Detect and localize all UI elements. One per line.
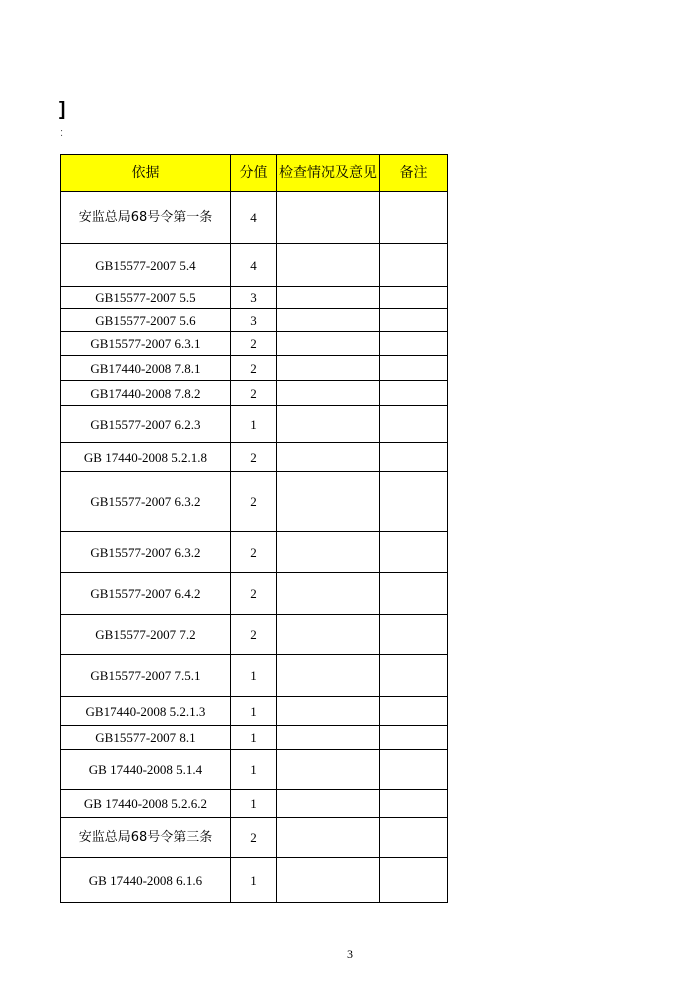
- table-row: [61, 615, 448, 655]
- score-cell: 2: [231, 443, 277, 472]
- inspection-cell[interactable]: [277, 655, 380, 697]
- remarks-cell[interactable]: [380, 192, 448, 244]
- remarks-cell[interactable]: [380, 790, 448, 818]
- page-number: 3: [347, 947, 353, 961]
- remarks-cell[interactable]: [380, 287, 448, 309]
- score-cell: 2: [231, 818, 277, 858]
- basis-cell: GB15577-2007 6.4.2: [61, 573, 231, 615]
- score-cell: 2: [231, 356, 277, 381]
- inspection-cell[interactable]: [277, 726, 380, 750]
- inspection-cell[interactable]: [277, 443, 380, 472]
- score-cell: 1: [231, 655, 277, 697]
- basis-cell: GB 17440-2008 5.2.6.2: [61, 790, 231, 818]
- heading-fragment: ]: [59, 99, 66, 120]
- table-row: [61, 381, 448, 406]
- inspection-table: [60, 154, 448, 903]
- remarks-cell[interactable]: [380, 750, 448, 790]
- inspection-cell[interactable]: [277, 192, 380, 244]
- score-cell: 2: [231, 472, 277, 532]
- table-row: [61, 406, 448, 443]
- remarks-cell[interactable]: [380, 697, 448, 726]
- score-cell: 1: [231, 858, 277, 903]
- inspection-cell[interactable]: [277, 858, 380, 903]
- basis-cell: GB15577-2007 6.3.2: [61, 472, 231, 532]
- table-row: [61, 332, 448, 356]
- basis-cell: GB15577-2007 5.5: [61, 287, 231, 309]
- basis-cell: GB 17440-2008 5.1.4: [61, 750, 231, 790]
- score-cell: 3: [231, 309, 277, 332]
- inspection-cell[interactable]: [277, 573, 380, 615]
- inspection-cell[interactable]: [277, 532, 380, 573]
- table-body: [61, 192, 448, 903]
- inspection-cell[interactable]: [277, 287, 380, 309]
- remarks-cell[interactable]: [380, 406, 448, 443]
- table-row: [61, 244, 448, 287]
- basis-cell: GB15577-2007 6.2.3: [61, 406, 231, 443]
- table-row: [61, 443, 448, 472]
- inspection-cell[interactable]: [277, 381, 380, 406]
- table-row: [61, 750, 448, 790]
- inspection-cell[interactable]: [277, 332, 380, 356]
- inspection-cell[interactable]: [277, 244, 380, 287]
- table-row: [61, 818, 448, 858]
- basis-cell: 安监总局68号令第一条: [61, 192, 231, 244]
- inspection-cell[interactable]: [277, 790, 380, 818]
- score-cell: 1: [231, 790, 277, 818]
- table-row: [61, 790, 448, 818]
- remarks-cell[interactable]: [380, 818, 448, 858]
- remarks-cell[interactable]: [380, 381, 448, 406]
- score-cell: 2: [231, 381, 277, 406]
- inspection-cell[interactable]: [277, 818, 380, 858]
- inspection-cell[interactable]: [277, 356, 380, 381]
- subheading-fragment: :: [60, 127, 64, 139]
- inspection-cell[interactable]: [277, 697, 380, 726]
- inspection-cell[interactable]: [277, 750, 380, 790]
- basis-cell: GB17440-2008 7.8.1: [61, 356, 231, 381]
- score-cell: 2: [231, 573, 277, 615]
- score-cell: 1: [231, 697, 277, 726]
- basis-cell: GB 17440-2008 5.2.1.8: [61, 443, 231, 472]
- basis-cell: 安监总局68号令第三条: [61, 818, 231, 858]
- basis-cell: GB15577-2007 6.3.1: [61, 332, 231, 356]
- table-row: [61, 573, 448, 615]
- table-row: [61, 655, 448, 697]
- remarks-cell[interactable]: [380, 472, 448, 532]
- basis-cell: GB15577-2007 7.2: [61, 615, 231, 655]
- table-row: [61, 472, 448, 532]
- remarks-cell[interactable]: [380, 309, 448, 332]
- basis-cell: GB15577-2007 8.1: [61, 726, 231, 750]
- score-cell: 2: [231, 332, 277, 356]
- table-row: [61, 192, 448, 244]
- basis-cell: GB15577-2007 6.3.2: [61, 532, 231, 573]
- remarks-cell[interactable]: [380, 443, 448, 472]
- score-cell: 4: [231, 192, 277, 244]
- score-cell: 2: [231, 615, 277, 655]
- remarks-cell[interactable]: [380, 532, 448, 573]
- remarks-cell[interactable]: [380, 858, 448, 903]
- basis-cell: GB17440-2008 5.2.1.3: [61, 697, 231, 726]
- remarks-cell[interactable]: [380, 332, 448, 356]
- remarks-cell[interactable]: [380, 655, 448, 697]
- basis-cell: GB 17440-2008 6.1.6: [61, 858, 231, 903]
- inspection-cell[interactable]: [277, 309, 380, 332]
- table-row: [61, 726, 448, 750]
- basis-cell: GB15577-2007 5.4: [61, 244, 231, 287]
- remarks-cell[interactable]: [380, 356, 448, 381]
- score-cell: 4: [231, 244, 277, 287]
- score-cell: 2: [231, 532, 277, 573]
- table-row: [61, 858, 448, 903]
- remarks-cell[interactable]: [380, 573, 448, 615]
- score-cell: 1: [231, 726, 277, 750]
- inspection-cell[interactable]: [277, 472, 380, 532]
- table-row: [61, 309, 448, 332]
- score-cell: 1: [231, 750, 277, 790]
- remarks-cell[interactable]: [380, 615, 448, 655]
- header-basis: 依据: [61, 155, 231, 192]
- table-row: [61, 356, 448, 381]
- table-row: [61, 532, 448, 573]
- inspection-cell[interactable]: [277, 406, 380, 443]
- table-row: [61, 287, 448, 309]
- basis-cell: GB15577-2007 5.6: [61, 309, 231, 332]
- basis-cell: GB17440-2008 7.8.2: [61, 381, 231, 406]
- remarks-cell[interactable]: [380, 244, 448, 287]
- header-score: 分值: [231, 155, 277, 192]
- score-cell: 3: [231, 287, 277, 309]
- basis-cell: GB15577-2007 7.5.1: [61, 655, 231, 697]
- remarks-cell[interactable]: [380, 726, 448, 750]
- header-remarks: 备注: [380, 155, 448, 192]
- score-cell: 1: [231, 406, 277, 443]
- header-inspection: 检查情况及意见: [277, 155, 380, 192]
- inspection-cell[interactable]: [277, 615, 380, 655]
- table-header-row: [61, 155, 448, 192]
- table-row: [61, 697, 448, 726]
